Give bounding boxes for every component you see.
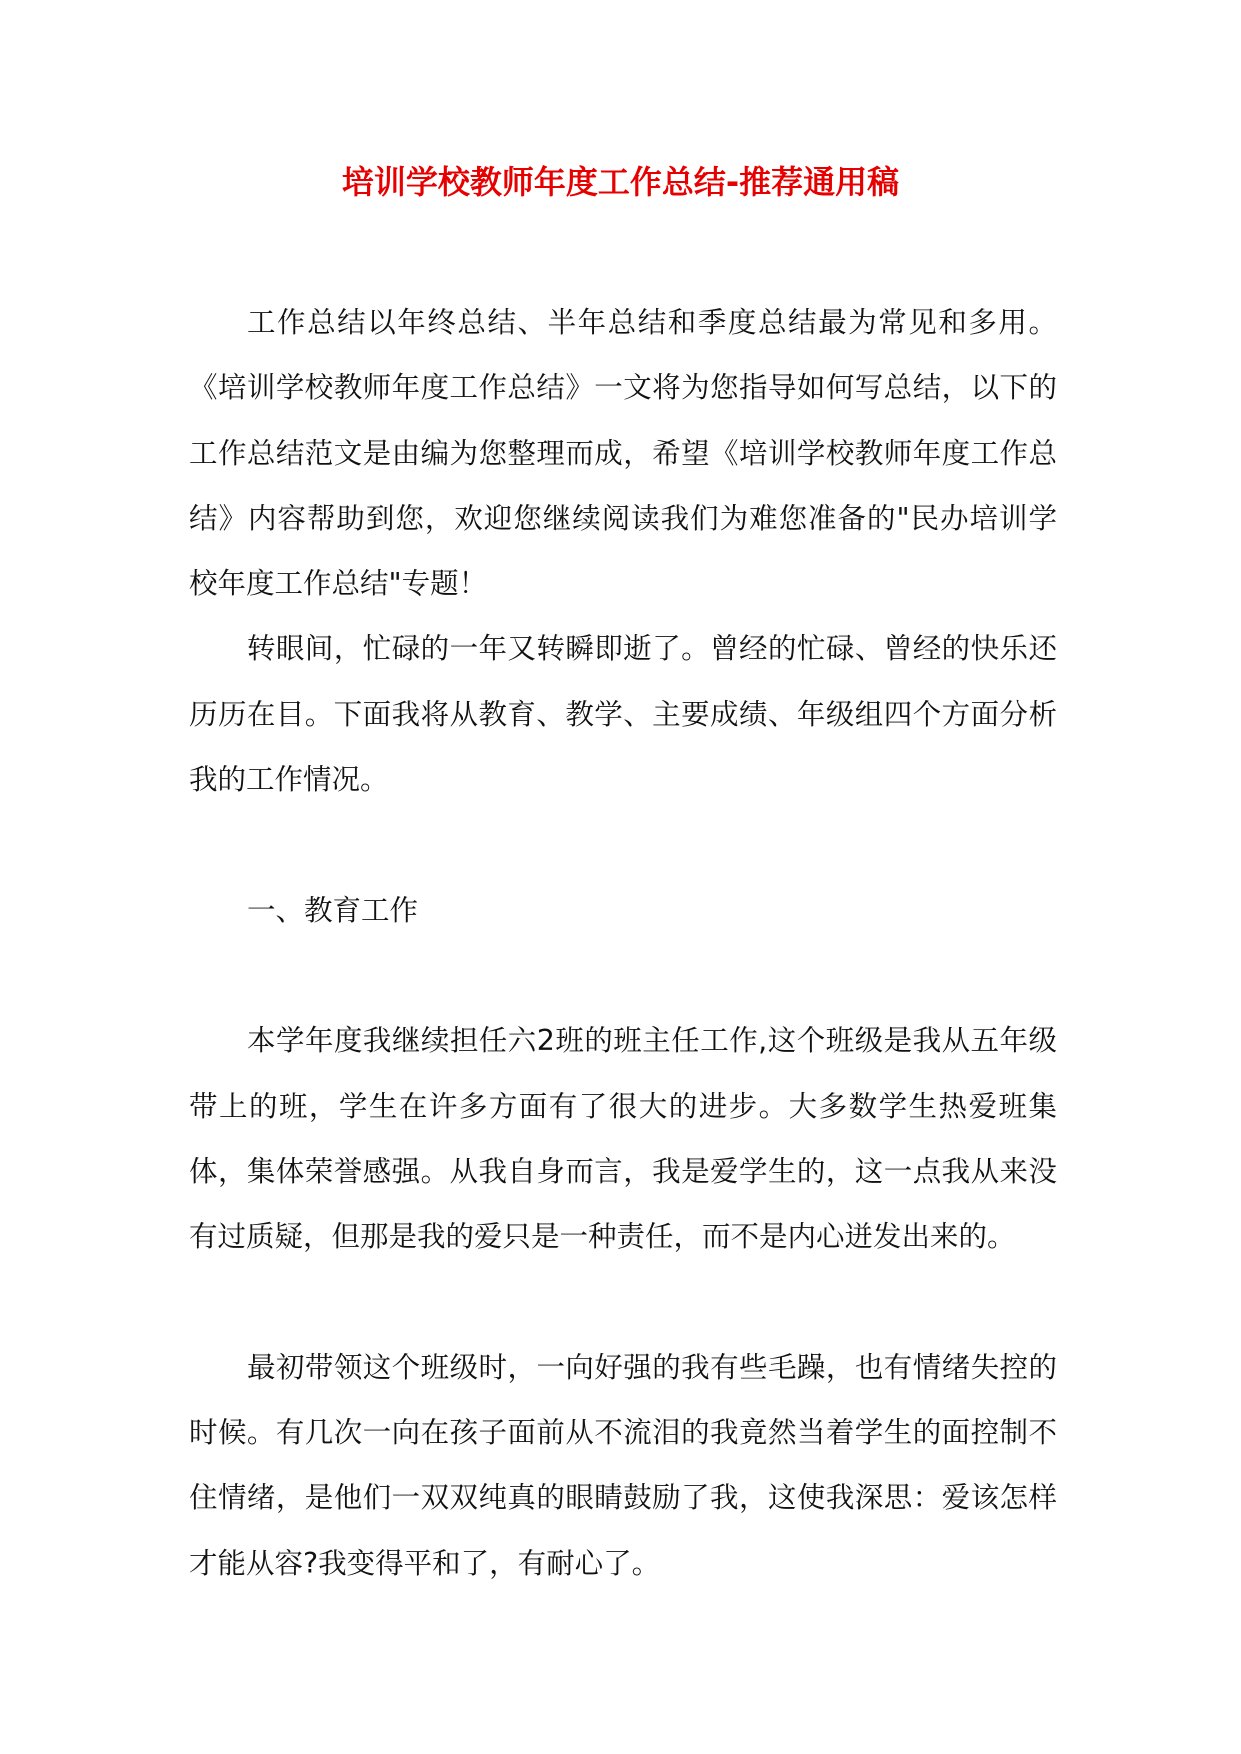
paragraph-spacer — [189, 1269, 1057, 1334]
document-body — [189, 290, 1057, 1596]
paragraph-reflection: 最初带领这个班级时，一向好强的我有些毛躁，也有情绪失控的时候。有几次一向在孩子面前从不流泪的我竟然当着学生的面控制不住情绪，是他们一双双纯真的眼睛鼓励了我，这使我深思：爱该怎样才能从容?我变得平和了，有耐心了。 — [189, 1350, 1057, 1580]
paragraph-spacer — [189, 812, 1057, 877]
document-title: 培训学校教师年度工作总结-推荐通用稿 — [341, 163, 900, 201]
paragraph-class-teacher: 本学年度我继续担任六2班的班主任工作,这个班级是我从五年级带上的班，学生在许多方面有了很大的进步。大多数学生热爱班集体，集体荣誉感强。从我自身而言，我是爱学生的，这一点我从来没有过质疑，但那是我的爱只是一种责任，而不是内心迸发出来的。 — [189, 1024, 1057, 1254]
paragraph-overview: 转眼间，忙碌的一年又转瞬即逝了。曾经的忙碌、曾经的快乐还历历在目。下面我将从教育、教学、主要成绩、年级组四个方面分析我的工作情况。 — [189, 632, 1057, 797]
paragraph-spacer — [189, 943, 1057, 1008]
section-heading-education: 一、教育工作 — [247, 893, 419, 927]
paragraph-intro: 工作总结以年终总结、半年总结和季度总结最为常见和多用。《培训学校教师年度工作总结》一文将为您指导如何写总结，以下的工作总结范文是由编为您整理而成，希望《培训学校教师年度工作总结》内容帮助到您，欢迎您继续阅读我们为难您准备的"民办培训学校年度工作总结"专题！ — [189, 306, 1057, 601]
